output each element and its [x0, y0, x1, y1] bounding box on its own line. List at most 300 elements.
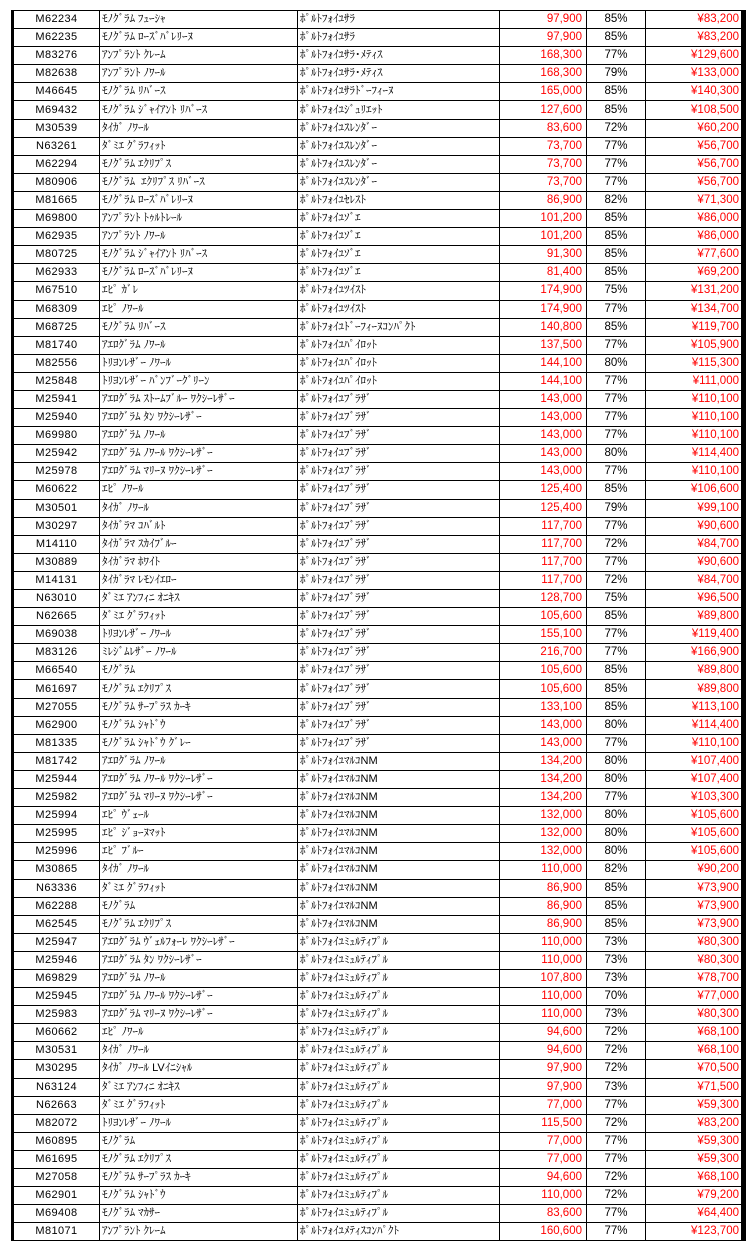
list-price-cell[interactable]: 174,900: [500, 282, 587, 300]
product-code-cell[interactable]: M30501: [13, 499, 100, 517]
material-color-cell[interactable]: ｱﾝﾌﾟﾗﾝﾄ ﾄｩﾙﾄﾚｰﾙ: [100, 210, 298, 228]
product-code-cell[interactable]: M69800: [13, 210, 100, 228]
material-color-cell[interactable]: ｱｴﾛｸﾞﾗﾑ ﾉﾜｰﾙ: [100, 336, 298, 354]
product-name-cell[interactable]: ﾎﾟﾙﾄﾌｫｲﾕｻﾗ: [298, 29, 500, 47]
list-price-cell[interactable]: 174,900: [500, 300, 587, 318]
material-color-cell[interactable]: ｱｴﾛｸﾞﾗﾑ ﾏﾘｰﾇ ﾜｸｼｰﾚｻﾞｰ: [100, 463, 298, 481]
list-price-cell[interactable]: 97,900: [500, 1078, 587, 1096]
product-code-cell[interactable]: N63010: [13, 590, 100, 608]
material-color-cell[interactable]: ﾄﾘﾖﾝﾚｻﾞｰ ﾊﾞﾝﾌﾞｰｸﾞﾘｰﾝ: [100, 372, 298, 390]
offer-price-cell[interactable]: ¥83,200: [646, 11, 744, 29]
list-price-cell[interactable]: 140,800: [500, 318, 587, 336]
list-price-cell[interactable]: 132,000: [500, 825, 587, 843]
offer-price-cell[interactable]: ¥90,600: [646, 553, 744, 571]
offer-price-cell[interactable]: ¥73,900: [646, 915, 744, 933]
product-code-cell[interactable]: M25940: [13, 409, 100, 427]
list-price-cell[interactable]: 143,000: [500, 409, 587, 427]
product-code-cell[interactable]: M25941: [13, 390, 100, 408]
material-color-cell[interactable]: ﾓﾉｸﾞﾗﾑ ﾘﾊﾞｰｽ: [100, 83, 298, 101]
product-code-cell[interactable]: M30539: [13, 119, 100, 137]
rate-percent-cell[interactable]: 77%: [587, 1096, 646, 1114]
offer-price-cell[interactable]: ¥83,200: [646, 29, 744, 47]
offer-price-cell[interactable]: ¥110,100: [646, 734, 744, 752]
list-price-cell[interactable]: 110,000: [500, 1006, 587, 1024]
product-name-cell[interactable]: ﾎﾟﾙﾄﾌｫｲﾕﾌﾞﾗｻﾞ: [298, 571, 500, 589]
rate-percent-cell[interactable]: 85%: [587, 210, 646, 228]
rate-percent-cell[interactable]: 80%: [587, 354, 646, 372]
product-name-cell[interactable]: ﾎﾟﾙﾄﾌｫｲﾕﾐｭﾙﾃｨﾌﾟﾙ: [298, 969, 500, 987]
product-code-cell[interactable]: M69829: [13, 969, 100, 987]
offer-price-cell[interactable]: ¥56,700: [646, 137, 744, 155]
list-price-cell[interactable]: 144,100: [500, 372, 587, 390]
rate-percent-cell[interactable]: 77%: [587, 626, 646, 644]
rate-percent-cell[interactable]: 73%: [587, 1006, 646, 1024]
product-name-cell[interactable]: ﾎﾟﾙﾄﾌｫｲﾕﾐｭﾙﾃｨﾌﾟﾙ: [298, 951, 500, 969]
product-name-cell[interactable]: ﾎﾟﾙﾄﾌｫｲﾕﾌﾞﾗｻﾞ: [298, 499, 500, 517]
product-name-cell[interactable]: ﾎﾟﾙﾄﾌｫｲﾕﾌﾞﾗｻﾞ: [298, 553, 500, 571]
material-color-cell[interactable]: ｱｴﾛｸﾞﾗﾑ ﾉﾜｰﾙ: [100, 427, 298, 445]
product-name-cell[interactable]: ﾎﾟﾙﾄﾌｫｲﾕﾏﾙｺNM: [298, 825, 500, 843]
offer-price-cell[interactable]: ¥108,500: [646, 101, 744, 119]
rate-percent-cell[interactable]: 82%: [587, 191, 646, 209]
material-color-cell[interactable]: ﾀﾞﾐｴ ｸﾞﾗﾌｨｯﾄ: [100, 137, 298, 155]
list-price-cell[interactable]: 107,800: [500, 969, 587, 987]
product-name-cell[interactable]: ﾎﾟﾙﾄﾌｫｲﾕﾊﾟｲﾛｯﾄ: [298, 372, 500, 390]
material-color-cell[interactable]: ﾓﾉｸﾞﾗﾑ ｴｸﾘﾌﾟｽ: [100, 1150, 298, 1168]
offer-price-cell[interactable]: ¥59,300: [646, 1132, 744, 1150]
product-code-cell[interactable]: M81071: [13, 1223, 100, 1241]
product-name-cell[interactable]: ﾎﾟﾙﾄﾌｫｲﾕﾐｭﾙﾃｨﾌﾟﾙ: [298, 1060, 500, 1078]
material-color-cell[interactable]: ﾄﾘﾖﾝﾚｻﾞｰ ﾉﾜｰﾙ: [100, 626, 298, 644]
offer-price-cell[interactable]: ¥105,900: [646, 336, 744, 354]
product-name-cell[interactable]: ﾎﾟﾙﾄﾌｫｲﾕﾏﾙｺNM: [298, 770, 500, 788]
rate-percent-cell[interactable]: 77%: [587, 47, 646, 65]
offer-price-cell[interactable]: ¥86,000: [646, 228, 744, 246]
list-price-cell[interactable]: 77,000: [500, 1150, 587, 1168]
material-color-cell[interactable]: ﾓﾉｸﾞﾗﾑ ｼｬﾄﾞｳ ｸﾞﾚｰ: [100, 734, 298, 752]
product-code-cell[interactable]: M80725: [13, 246, 100, 264]
product-code-cell[interactable]: M62901: [13, 1187, 100, 1205]
product-code-cell[interactable]: M60662: [13, 1024, 100, 1042]
offer-price-cell[interactable]: ¥73,900: [646, 879, 744, 897]
offer-price-cell[interactable]: ¥71,500: [646, 1078, 744, 1096]
rate-percent-cell[interactable]: 85%: [587, 101, 646, 119]
rate-percent-cell[interactable]: 85%: [587, 698, 646, 716]
list-price-cell[interactable]: 168,300: [500, 65, 587, 83]
list-price-cell[interactable]: 134,200: [500, 752, 587, 770]
offer-price-cell[interactable]: ¥123,700: [646, 1223, 744, 1241]
product-code-cell[interactable]: M69980: [13, 427, 100, 445]
material-color-cell[interactable]: ｱﾝﾌﾟﾗﾝﾄ ｸﾚｰﾑ: [100, 47, 298, 65]
offer-price-cell[interactable]: ¥105,600: [646, 807, 744, 825]
offer-price-cell[interactable]: ¥129,600: [646, 47, 744, 65]
product-name-cell[interactable]: ﾎﾟﾙﾄﾌｫｲﾕﾏﾙｺNM: [298, 843, 500, 861]
offer-price-cell[interactable]: ¥107,400: [646, 752, 744, 770]
material-color-cell[interactable]: ｱｴﾛｸﾞﾗﾑ ﾀﾝ ﾜｸｼｰﾚｻﾞｰ: [100, 409, 298, 427]
material-color-cell[interactable]: ﾀｲｶﾞﾗﾏ ﾎﾜｲﾄ: [100, 553, 298, 571]
product-code-cell[interactable]: M62234: [13, 11, 100, 29]
rate-percent-cell[interactable]: 77%: [587, 1205, 646, 1223]
material-color-cell[interactable]: ｱﾝﾌﾟﾗﾝﾄ ﾉﾜｰﾙ: [100, 65, 298, 83]
list-price-cell[interactable]: 94,600: [500, 1169, 587, 1187]
offer-price-cell[interactable]: ¥83,200: [646, 1114, 744, 1132]
product-code-cell[interactable]: M82556: [13, 354, 100, 372]
offer-price-cell[interactable]: ¥114,400: [646, 716, 744, 734]
product-name-cell[interactable]: ﾎﾟﾙﾄﾌｫｲﾕﾊﾟｲﾛｯﾄ: [298, 336, 500, 354]
product-code-cell[interactable]: M25994: [13, 807, 100, 825]
rate-percent-cell[interactable]: 77%: [587, 300, 646, 318]
product-code-cell[interactable]: M27055: [13, 698, 100, 716]
list-price-cell[interactable]: 86,900: [500, 915, 587, 933]
product-name-cell[interactable]: ﾎﾟﾙﾄﾌｫｲﾕﾐｭﾙﾃｨﾌﾟﾙ: [298, 1042, 500, 1060]
offer-price-cell[interactable]: ¥59,300: [646, 1096, 744, 1114]
rate-percent-cell[interactable]: 85%: [587, 228, 646, 246]
product-code-cell[interactable]: M25978: [13, 463, 100, 481]
offer-price-cell[interactable]: ¥89,800: [646, 608, 744, 626]
product-name-cell[interactable]: ﾎﾟﾙﾄﾌｫｲﾕﾏﾙｺNM: [298, 752, 500, 770]
rate-percent-cell[interactable]: 85%: [587, 83, 646, 101]
rate-percent-cell[interactable]: 85%: [587, 264, 646, 282]
product-code-cell[interactable]: M61697: [13, 680, 100, 698]
material-color-cell[interactable]: ｱﾝﾌﾟﾗﾝﾄ ｸﾚｰﾑ: [100, 1223, 298, 1241]
offer-price-cell[interactable]: ¥68,100: [646, 1042, 744, 1060]
offer-price-cell[interactable]: ¥140,300: [646, 83, 744, 101]
product-code-cell[interactable]: N62665: [13, 608, 100, 626]
rate-percent-cell[interactable]: 82%: [587, 861, 646, 879]
product-name-cell[interactable]: ﾎﾟﾙﾄﾌｫｲﾕｼﾞｭﾘｴｯﾄ: [298, 101, 500, 119]
product-name-cell[interactable]: ﾎﾟﾙﾄﾌｫｲﾕﾌﾞﾗｻﾞ: [298, 716, 500, 734]
product-name-cell[interactable]: ﾎﾟﾙﾄﾌｫｲﾕﾊﾟｲﾛｯﾄ: [298, 354, 500, 372]
product-code-cell[interactable]: M62545: [13, 915, 100, 933]
offer-price-cell[interactable]: ¥79,200: [646, 1187, 744, 1205]
rate-percent-cell[interactable]: 77%: [587, 463, 646, 481]
product-code-cell[interactable]: M81665: [13, 191, 100, 209]
list-price-cell[interactable]: 117,700: [500, 535, 587, 553]
material-color-cell[interactable]: ﾓﾉｸﾞﾗﾑ ｴｸﾘﾌﾟｽ: [100, 915, 298, 933]
product-code-cell[interactable]: M30295: [13, 1060, 100, 1078]
offer-price-cell[interactable]: ¥68,100: [646, 1169, 744, 1187]
rate-percent-cell[interactable]: 77%: [587, 137, 646, 155]
product-name-cell[interactable]: ﾎﾟﾙﾄﾌｫｲﾕﾐｭﾙﾃｨﾌﾟﾙ: [298, 1169, 500, 1187]
product-name-cell[interactable]: ﾎﾟﾙﾄﾌｫｲﾕﾏﾙｺNM: [298, 879, 500, 897]
list-price-cell[interactable]: 101,200: [500, 228, 587, 246]
material-color-cell[interactable]: ﾀｲｶﾞﾗﾏ ﾚﾓﾝｲｴﾛｰ: [100, 571, 298, 589]
product-name-cell[interactable]: ﾎﾟﾙﾄﾌｫｲﾕｾﾚｽﾄ: [298, 191, 500, 209]
offer-price-cell[interactable]: ¥111,000: [646, 372, 744, 390]
offer-price-cell[interactable]: ¥86,000: [646, 210, 744, 228]
rate-percent-cell[interactable]: 77%: [587, 427, 646, 445]
product-name-cell[interactable]: ﾎﾟﾙﾄﾌｫｲﾕﾌﾞﾗｻﾞ: [298, 680, 500, 698]
product-code-cell[interactable]: M30889: [13, 553, 100, 571]
rate-percent-cell[interactable]: 80%: [587, 843, 646, 861]
rate-percent-cell[interactable]: 75%: [587, 282, 646, 300]
material-color-cell[interactable]: ﾓﾉｸﾞﾗﾑ ｴｸﾘﾌﾟｽ: [100, 680, 298, 698]
product-name-cell[interactable]: ﾎﾟﾙﾄﾌｫｲﾕﾌﾞﾗｻﾞ: [298, 481, 500, 499]
material-color-cell[interactable]: ﾀﾞﾐｴ ｱﾝﾌｨﾆ ｵﾆｷｽ: [100, 1078, 298, 1096]
rate-percent-cell[interactable]: 77%: [587, 1150, 646, 1168]
rate-percent-cell[interactable]: 72%: [587, 1169, 646, 1187]
list-price-cell[interactable]: 165,000: [500, 83, 587, 101]
list-price-cell[interactable]: 143,000: [500, 463, 587, 481]
list-price-cell[interactable]: 127,600: [500, 101, 587, 119]
product-code-cell[interactable]: M30297: [13, 517, 100, 535]
material-color-cell[interactable]: ｱｴﾛｸﾞﾗﾑ ﾀﾝ ﾜｸｼｰﾚｻﾞｰ: [100, 951, 298, 969]
offer-price-cell[interactable]: ¥80,300: [646, 933, 744, 951]
product-name-cell[interactable]: ﾎﾟﾙﾄﾌｫｲﾕｽﾚﾝﾀﾞｰ: [298, 137, 500, 155]
rate-percent-cell[interactable]: 70%: [587, 988, 646, 1006]
material-color-cell[interactable]: ﾓﾉｸﾞﾗﾑ ｴｸﾘﾌﾟｽ ﾘﾊﾞｰｽ: [100, 173, 298, 191]
list-price-cell[interactable]: 86,900: [500, 191, 587, 209]
product-name-cell[interactable]: ﾎﾟﾙﾄﾌｫｲﾕﾐｭﾙﾃｨﾌﾟﾙ: [298, 1006, 500, 1024]
product-name-cell[interactable]: ﾎﾟﾙﾄﾌｫｲﾕﾏﾙｺNM: [298, 807, 500, 825]
rate-percent-cell[interactable]: 80%: [587, 445, 646, 463]
material-color-cell[interactable]: ﾓﾉｸﾞﾗﾑ ｻｰﾌﾟﾗｽ ｶｰｷ: [100, 1169, 298, 1187]
product-name-cell[interactable]: ﾎﾟﾙﾄﾌｫｲﾕｽﾚﾝﾀﾞｰ: [298, 155, 500, 173]
material-color-cell[interactable]: ﾓﾉｸﾞﾗﾑ ｼｬﾄﾞｳ: [100, 716, 298, 734]
rate-percent-cell[interactable]: 77%: [587, 155, 646, 173]
product-name-cell[interactable]: ﾎﾟﾙﾄﾌｫｲﾕﾌﾞﾗｻﾞ: [298, 626, 500, 644]
product-name-cell[interactable]: ﾎﾟﾙﾄﾌｫｲﾕﾌﾞﾗｻﾞ: [298, 608, 500, 626]
offer-price-cell[interactable]: ¥133,000: [646, 65, 744, 83]
list-price-cell[interactable]: 143,000: [500, 427, 587, 445]
rate-percent-cell[interactable]: 85%: [587, 481, 646, 499]
offer-price-cell[interactable]: ¥106,600: [646, 481, 744, 499]
rate-percent-cell[interactable]: 77%: [587, 517, 646, 535]
product-code-cell[interactable]: M25947: [13, 933, 100, 951]
offer-price-cell[interactable]: ¥77,000: [646, 988, 744, 1006]
rate-percent-cell[interactable]: 79%: [587, 65, 646, 83]
material-color-cell[interactable]: ﾄﾘﾖﾝﾚｻﾞｰ ﾉﾜｰﾙ: [100, 1114, 298, 1132]
material-color-cell[interactable]: ﾓﾉｸﾞﾗﾑ ﾛｰｽﾞﾊﾞﾚﾘｰﾇ: [100, 29, 298, 47]
offer-price-cell[interactable]: ¥56,700: [646, 173, 744, 191]
list-price-cell[interactable]: 144,100: [500, 354, 587, 372]
product-code-cell[interactable]: M25995: [13, 825, 100, 843]
product-code-cell[interactable]: M83276: [13, 47, 100, 65]
rate-percent-cell[interactable]: 85%: [587, 879, 646, 897]
list-price-cell[interactable]: 110,000: [500, 1187, 587, 1205]
rate-percent-cell[interactable]: 85%: [587, 318, 646, 336]
rate-percent-cell[interactable]: 77%: [587, 1223, 646, 1241]
material-color-cell[interactable]: ｴﾋﾟ ﾌﾞﾙｰ: [100, 843, 298, 861]
list-price-cell[interactable]: 110,000: [500, 861, 587, 879]
offer-price-cell[interactable]: ¥105,600: [646, 825, 744, 843]
rate-percent-cell[interactable]: 77%: [587, 390, 646, 408]
offer-price-cell[interactable]: ¥114,400: [646, 445, 744, 463]
product-code-cell[interactable]: M62935: [13, 228, 100, 246]
list-price-cell[interactable]: 97,900: [500, 29, 587, 47]
material-color-cell[interactable]: ﾀﾞﾐｴ ｸﾞﾗﾌｨｯﾄ: [100, 1096, 298, 1114]
list-price-cell[interactable]: 132,000: [500, 843, 587, 861]
product-name-cell[interactable]: ﾎﾟﾙﾄﾌｫｲﾕﾄﾞｰﾌｨｰﾇｺﾝﾊﾟｸﾄ: [298, 318, 500, 336]
rate-percent-cell[interactable]: 77%: [587, 789, 646, 807]
list-price-cell[interactable]: 105,600: [500, 608, 587, 626]
list-price-cell[interactable]: 91,300: [500, 246, 587, 264]
product-code-cell[interactable]: M14110: [13, 535, 100, 553]
product-name-cell[interactable]: ﾎﾟﾙﾄﾌｫｲﾕﾌﾞﾗｻﾞ: [298, 409, 500, 427]
rate-percent-cell[interactable]: 77%: [587, 1132, 646, 1150]
list-price-cell[interactable]: 134,200: [500, 789, 587, 807]
product-name-cell[interactable]: ﾎﾟﾙﾄﾌｫｲﾕﾂｲｽﾄ: [298, 300, 500, 318]
list-price-cell[interactable]: 94,600: [500, 1042, 587, 1060]
offer-price-cell[interactable]: ¥56,700: [646, 155, 744, 173]
product-name-cell[interactable]: ﾎﾟﾙﾄﾌｫｲﾕﾌﾞﾗｻﾞ: [298, 445, 500, 463]
product-code-cell[interactable]: M60895: [13, 1132, 100, 1150]
list-price-cell[interactable]: 77,000: [500, 1132, 587, 1150]
material-color-cell[interactable]: ｱﾝﾌﾟﾗﾝﾄ ﾉﾜｰﾙ: [100, 228, 298, 246]
material-color-cell[interactable]: ｱｴﾛｸﾞﾗﾑ ﾏﾘｰﾇ ﾜｸｼｰﾚｻﾞｰ: [100, 789, 298, 807]
product-name-cell[interactable]: ﾎﾟﾙﾄﾌｫｲﾕﾌﾞﾗｻﾞ: [298, 590, 500, 608]
offer-price-cell[interactable]: ¥110,100: [646, 409, 744, 427]
rate-percent-cell[interactable]: 80%: [587, 752, 646, 770]
list-price-cell[interactable]: 143,000: [500, 390, 587, 408]
list-price-cell[interactable]: 133,100: [500, 698, 587, 716]
rate-percent-cell[interactable]: 72%: [587, 119, 646, 137]
material-color-cell[interactable]: ﾓﾉｸﾞﾗﾑ ｼｬﾄﾞｳ: [100, 1187, 298, 1205]
material-color-cell[interactable]: ｱｴﾛｸﾞﾗﾑ ｳﾞｪﾙﾌｫｰﾚ ﾜｸｼｰﾚｻﾞｰ: [100, 933, 298, 951]
material-color-cell[interactable]: ﾀﾞﾐｴ ｱﾝﾌｨﾆ ｵﾆｷｽ: [100, 590, 298, 608]
offer-price-cell[interactable]: ¥110,100: [646, 390, 744, 408]
material-color-cell[interactable]: ｱｴﾛｸﾞﾗﾑ ｽﾄｰﾑﾌﾞﾙｰ ﾜｸｼｰﾚｻﾞｰ: [100, 390, 298, 408]
product-code-cell[interactable]: M67510: [13, 282, 100, 300]
product-code-cell[interactable]: N63336: [13, 879, 100, 897]
product-name-cell[interactable]: ﾎﾟﾙﾄﾌｫｲﾕｻﾗ･ﾒﾃｨｽ: [298, 47, 500, 65]
product-name-cell[interactable]: ﾎﾟﾙﾄﾌｫｲﾕｿﾞｴ: [298, 228, 500, 246]
product-code-cell[interactable]: M69038: [13, 626, 100, 644]
offer-price-cell[interactable]: ¥80,300: [646, 1006, 744, 1024]
rate-percent-cell[interactable]: 85%: [587, 246, 646, 264]
rate-percent-cell[interactable]: 77%: [587, 734, 646, 752]
product-code-cell[interactable]: N62663: [13, 1096, 100, 1114]
rate-percent-cell[interactable]: 80%: [587, 770, 646, 788]
product-name-cell[interactable]: ﾎﾟﾙﾄﾌｫｲﾕﾐｭﾙﾃｨﾌﾟﾙ: [298, 988, 500, 1006]
material-color-cell[interactable]: ﾀﾞﾐｴ ｸﾞﾗﾌｨｯﾄ: [100, 608, 298, 626]
product-name-cell[interactable]: ﾎﾟﾙﾄﾌｫｲﾕｻﾗﾄﾞｰﾌｨｰﾇ: [298, 83, 500, 101]
rate-percent-cell[interactable]: 73%: [587, 969, 646, 987]
list-price-cell[interactable]: 110,000: [500, 933, 587, 951]
product-code-cell[interactable]: M80906: [13, 173, 100, 191]
product-name-cell[interactable]: ﾎﾟﾙﾄﾌｫｲﾕﾐｭﾙﾃｨﾌﾟﾙ: [298, 1114, 500, 1132]
rate-percent-cell[interactable]: 72%: [587, 535, 646, 553]
offer-price-cell[interactable]: ¥110,100: [646, 427, 744, 445]
list-price-cell[interactable]: 83,600: [500, 119, 587, 137]
rate-percent-cell[interactable]: 85%: [587, 680, 646, 698]
product-code-cell[interactable]: M81742: [13, 752, 100, 770]
product-name-cell[interactable]: ﾎﾟﾙﾄﾌｫｲﾕｻﾗ･ﾒﾃｨｽ: [298, 65, 500, 83]
list-price-cell[interactable]: 155,100: [500, 626, 587, 644]
material-color-cell[interactable]: ﾀｲｶﾞ ﾉﾜｰﾙ LVｲﾆｼｬﾙ: [100, 1060, 298, 1078]
material-color-cell[interactable]: ﾀｲｶﾞﾗﾏ ｽｶｲﾌﾞﾙｰ: [100, 535, 298, 553]
material-color-cell[interactable]: ﾓﾉｸﾞﾗﾑ: [100, 897, 298, 915]
product-name-cell[interactable]: ﾎﾟﾙﾄﾌｫｲﾕｽﾚﾝﾀﾞｰ: [298, 119, 500, 137]
offer-price-cell[interactable]: ¥119,700: [646, 318, 744, 336]
offer-price-cell[interactable]: ¥119,400: [646, 626, 744, 644]
product-code-cell[interactable]: N63124: [13, 1078, 100, 1096]
product-code-cell[interactable]: M81335: [13, 734, 100, 752]
product-code-cell[interactable]: M82638: [13, 65, 100, 83]
offer-price-cell[interactable]: ¥96,500: [646, 590, 744, 608]
list-price-cell[interactable]: 128,700: [500, 590, 587, 608]
list-price-cell[interactable]: 73,700: [500, 173, 587, 191]
product-code-cell[interactable]: M46645: [13, 83, 100, 101]
material-color-cell[interactable]: ﾀｲｶﾞ ﾉﾜｰﾙ: [100, 499, 298, 517]
offer-price-cell[interactable]: ¥68,100: [646, 1024, 744, 1042]
list-price-cell[interactable]: 168,300: [500, 47, 587, 65]
product-name-cell[interactable]: ﾎﾟﾙﾄﾌｫｲﾕｿﾞｴ: [298, 210, 500, 228]
offer-price-cell[interactable]: ¥89,800: [646, 680, 744, 698]
product-name-cell[interactable]: ﾎﾟﾙﾄﾌｫｲﾕﾐｭﾙﾃｨﾌﾟﾙ: [298, 1187, 500, 1205]
product-name-cell[interactable]: ﾎﾟﾙﾄﾌｫｲﾕﾌﾞﾗｻﾞ: [298, 535, 500, 553]
product-code-cell[interactable]: M60622: [13, 481, 100, 499]
offer-price-cell[interactable]: ¥131,200: [646, 282, 744, 300]
material-color-cell[interactable]: ﾓﾉｸﾞﾗﾑ ﾛｰｽﾞﾊﾞﾚﾘｰﾇ: [100, 191, 298, 209]
material-color-cell[interactable]: ｴﾋﾟ ﾉﾜｰﾙ: [100, 481, 298, 499]
material-color-cell[interactable]: ﾓﾉｸﾞﾗﾑ ﾏｶｻｰ: [100, 1205, 298, 1223]
product-code-cell[interactable]: M69432: [13, 101, 100, 119]
list-price-cell[interactable]: 125,400: [500, 481, 587, 499]
offer-price-cell[interactable]: ¥73,900: [646, 897, 744, 915]
rate-percent-cell[interactable]: 77%: [587, 409, 646, 427]
list-price-cell[interactable]: 81,400: [500, 264, 587, 282]
material-color-cell[interactable]: ﾓﾉｸﾞﾗﾑ ｴｸﾘﾌﾟｽ: [100, 155, 298, 173]
rate-percent-cell[interactable]: 80%: [587, 716, 646, 734]
material-color-cell[interactable]: ﾓﾉｸﾞﾗﾑ ｼﾞｬｲｱﾝﾄ ﾘﾊﾞｰｽ: [100, 246, 298, 264]
rate-percent-cell[interactable]: 72%: [587, 1060, 646, 1078]
product-name-cell[interactable]: ﾎﾟﾙﾄﾌｫｲﾕﾏﾙｺNM: [298, 915, 500, 933]
rate-percent-cell[interactable]: 72%: [587, 1114, 646, 1132]
list-price-cell[interactable]: 86,900: [500, 897, 587, 915]
list-price-cell[interactable]: 97,900: [500, 11, 587, 29]
offer-price-cell[interactable]: ¥78,700: [646, 969, 744, 987]
rate-percent-cell[interactable]: 77%: [587, 173, 646, 191]
list-price-cell[interactable]: 134,200: [500, 770, 587, 788]
product-name-cell[interactable]: ﾎﾟﾙﾄﾌｫｲﾕﾌﾞﾗｻﾞ: [298, 427, 500, 445]
product-name-cell[interactable]: ﾎﾟﾙﾄﾌｫｲﾕﾒﾃｨｽｺﾝﾊﾟｸﾄ: [298, 1223, 500, 1241]
product-name-cell[interactable]: ﾎﾟﾙﾄﾌｫｲﾕﾌﾞﾗｻﾞ: [298, 463, 500, 481]
material-color-cell[interactable]: ﾀﾞﾐｴ ｸﾞﾗﾌｨｯﾄ: [100, 879, 298, 897]
rate-percent-cell[interactable]: 85%: [587, 29, 646, 47]
offer-price-cell[interactable]: ¥99,100: [646, 499, 744, 517]
list-price-cell[interactable]: 143,000: [500, 734, 587, 752]
product-name-cell[interactable]: ﾎﾟﾙﾄﾌｫｲﾕﾐｭﾙﾃｨﾌﾟﾙ: [298, 1096, 500, 1114]
product-name-cell[interactable]: ﾎﾟﾙﾄﾌｫｲﾕﾌﾞﾗｻﾞ: [298, 662, 500, 680]
rate-percent-cell[interactable]: 85%: [587, 662, 646, 680]
material-color-cell[interactable]: ｴﾋﾟ ﾉﾜｰﾙ: [100, 300, 298, 318]
material-color-cell[interactable]: ｱｴﾛｸﾞﾗﾑ ﾉﾜｰﾙ ﾜｸｼｰﾚｻﾞｰ: [100, 770, 298, 788]
list-price-cell[interactable]: 216,700: [500, 644, 587, 662]
list-price-cell[interactable]: 143,000: [500, 716, 587, 734]
list-price-cell[interactable]: 132,000: [500, 807, 587, 825]
offer-price-cell[interactable]: ¥64,400: [646, 1205, 744, 1223]
material-color-cell[interactable]: ﾀｲｶﾞ ﾉﾜｰﾙ: [100, 861, 298, 879]
product-code-cell[interactable]: M62288: [13, 897, 100, 915]
product-code-cell[interactable]: M81740: [13, 336, 100, 354]
rate-percent-cell[interactable]: 77%: [587, 644, 646, 662]
product-code-cell[interactable]: M62933: [13, 264, 100, 282]
rate-percent-cell[interactable]: 73%: [587, 1078, 646, 1096]
material-color-cell[interactable]: ｴﾋﾟ ｳﾞｪｰﾙ: [100, 807, 298, 825]
product-name-cell[interactable]: ﾎﾟﾙﾄﾌｫｲﾕﾏﾙｺNM: [298, 789, 500, 807]
list-price-cell[interactable]: 97,900: [500, 1060, 587, 1078]
rate-percent-cell[interactable]: 77%: [587, 372, 646, 390]
product-code-cell[interactable]: N63261: [13, 137, 100, 155]
offer-price-cell[interactable]: ¥90,600: [646, 517, 744, 535]
product-name-cell[interactable]: ﾎﾟﾙﾄﾌｫｲﾕﾏﾙｺNM: [298, 897, 500, 915]
product-name-cell[interactable]: ﾎﾟﾙﾄﾌｫｲﾕﾌﾞﾗｻﾞ: [298, 390, 500, 408]
product-name-cell[interactable]: ﾎﾟﾙﾄﾌｫｲﾕﾐｭﾙﾃｨﾌﾟﾙ: [298, 1205, 500, 1223]
material-color-cell[interactable]: ｱｴﾛｸﾞﾗﾑ ﾉﾜｰﾙ ﾜｸｼｰﾚｻﾞｰ: [100, 988, 298, 1006]
rate-percent-cell[interactable]: 72%: [587, 1042, 646, 1060]
rate-percent-cell[interactable]: 85%: [587, 11, 646, 29]
